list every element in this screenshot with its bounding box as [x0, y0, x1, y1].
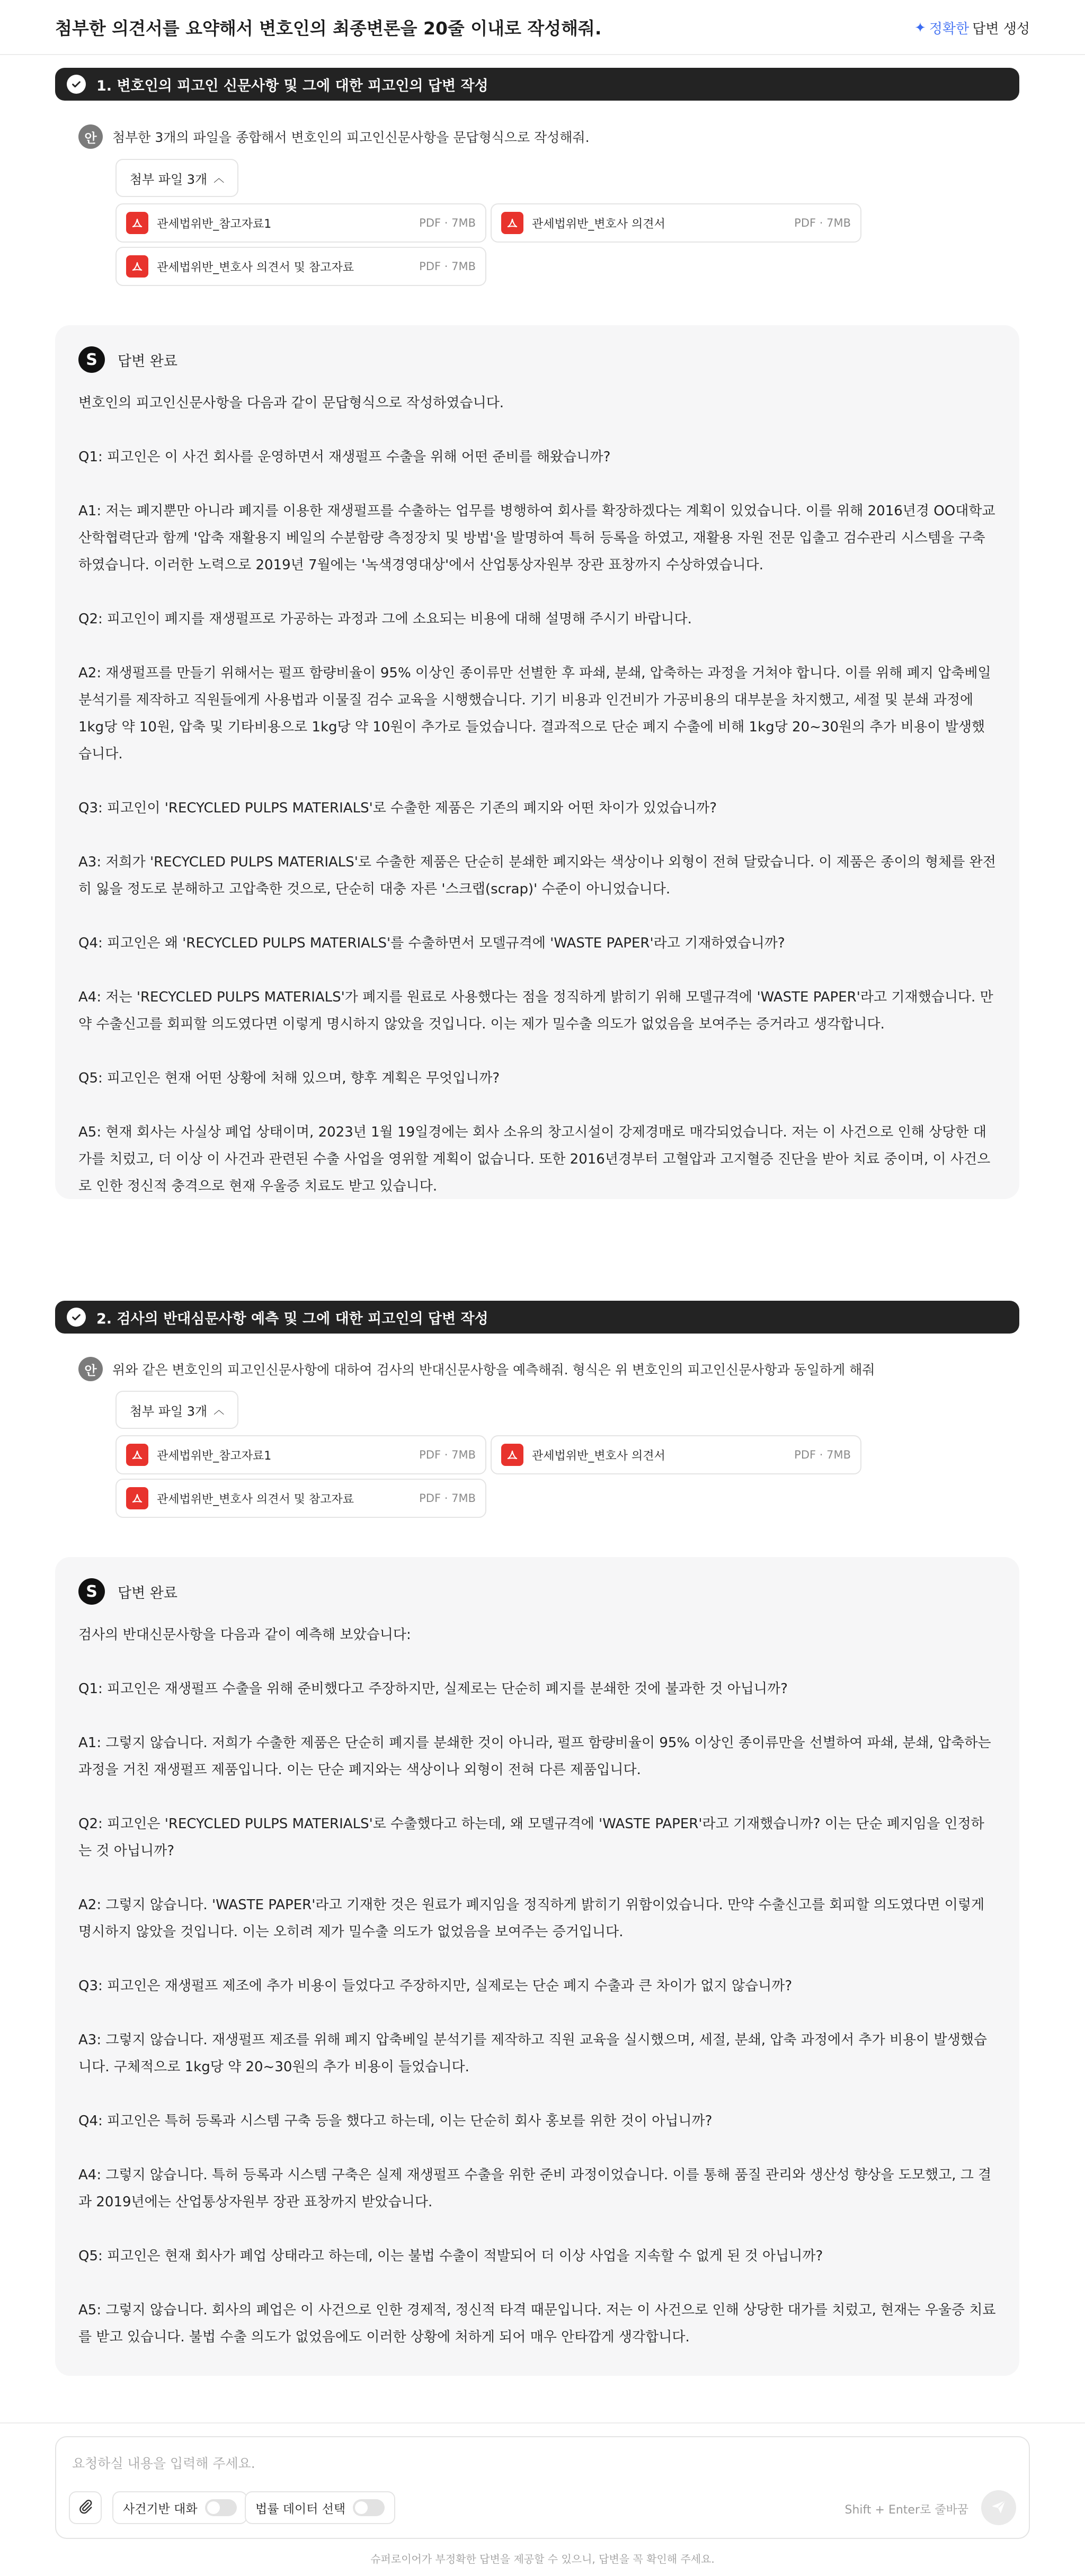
file-name: 관세법위반_참고자료1 [157, 217, 272, 231]
answer-paragraph: Q3: 피고인이 'RECYCLED PULPS MATERIALS'로 수출한 제품은 기존의 폐지와 어떤 차이가 있었습니까? [78, 800, 717, 816]
answer-body [78, 1622, 996, 2351]
answer-body [78, 390, 996, 1200]
legal-data-label: 법률 데이터 선택 [255, 2502, 346, 2516]
answer-header [78, 346, 177, 373]
legal-data-switch[interactable] [353, 2499, 385, 2516]
answer-paragraph: Q4: 피고인은 왜 'RECYCLED PULPS MATERIALS'를 수출하면서 모델규격에 'WASTE PAPER'라고 기재하였습니까? [78, 935, 785, 951]
section-header-1 [55, 68, 1019, 101]
section-title: 2. 검사의 반대심문사항 예측 및 그에 대한 피고인의 답변 작성 [96, 1310, 488, 1327]
check-circle-icon [67, 1308, 86, 1327]
answer-status: 답변 완료 [118, 353, 177, 370]
file-meta: PDF · 7MB [419, 1448, 476, 1461]
user-message [78, 1357, 875, 1381]
attachment-file[interactable] [115, 247, 486, 286]
user-avatar: 안 [78, 124, 103, 149]
file-meta: PDF · 7MB [794, 1448, 851, 1461]
answer-paragraph: Q4: 피고인은 특허 등록과 시스템 구축 등을 했다고 하는데, 이는 단순히 회사 홍보를 위한 것이 아닙니까? [78, 2113, 713, 2129]
send-icon [991, 2499, 1007, 2517]
case-chat-switch[interactable] [205, 2499, 237, 2516]
answer-card [55, 325, 1019, 1199]
answer-paragraph: A2: 재생펄프를 만들기 위해서는 펄프 함량비율이 95% 이상인 종이류만 선별한 후 파쇄, 분쇄, 압축하는 과정을 거쳐야 합니다. 이를 위해 폐지 압축베일 분석기를 제작하고 직원들에게 사용법과 이물질 검수 교육을 시행했습니다. 기기 비용과 인건비가 가공비용의 대부분을 차지했고, 세절 및 분쇄 과정에 1kg당 약 10원, 압축 및 기타비용으로 1kg당 약 10원이 추가로 들었습니다. 결과적으로 단순 폐지 수출에 비해 1kg당 20~30원의 추가 비용이 발생했습니다. [78, 665, 991, 762]
pdf-icon [501, 1444, 523, 1466]
pdf-icon [126, 255, 148, 278]
answer-paragraph: A4: 저는 'RECYCLED PULPS MATERIALS'가 폐지를 원료로 사용했다는 점을 정직하게 밝히기 위해 모델규격에 'WASTE PAPER'라고 기재했습니다. 만약 수출신고를 회피할 의도였다면 이렇게 명시하지 않았을 것입니다. 이는 제가 밀수출 의도가 없었음을 보여주는 증거라고 생각합니다. [78, 989, 993, 1032]
file-name: 관세법위반_변호사 의견서 및 참고자료 [157, 1492, 354, 1506]
pdf-icon [501, 212, 523, 234]
chevron-up-icon: ︿ [214, 1403, 225, 1416]
pdf-icon [126, 1487, 148, 1509]
attachment-file[interactable] [115, 1435, 486, 1474]
user-prompt: 위와 같은 변호인의 피고인신문사항에 대하여 검사의 반대신문사항을 예측해줘. 형식은 위 변호인의 피고인신문사항과 동일하게 해줘 [112, 1362, 875, 1378]
attachment-file[interactable] [491, 203, 861, 243]
send-button[interactable] [981, 2490, 1016, 2525]
attachments-toggle[interactable] [115, 1391, 238, 1429]
section-header-2 [55, 1301, 1019, 1334]
attachments-label: 첨부 파일 3개 [129, 172, 208, 187]
user-prompt: 첨부한 3개의 파일을 종합해서 변호인의 피고인신문사항을 문답형식으로 작성해줘. [112, 130, 590, 145]
answer-status: 답변 완료 [118, 1585, 177, 1602]
answer-paragraph: Q2: 피고인이 폐지를 재생펄프로 가공하는 과정과 그에 소요되는 비용에 대해 설명해 주시기 바랍니다. [78, 611, 692, 627]
message-composer[interactable] [55, 2436, 1030, 2539]
composer-input[interactable]: 요청하실 내용을 입력해 주세요. [72, 2456, 255, 2471]
attachment-file[interactable] [115, 1479, 486, 1518]
composer-divider [0, 2422, 1085, 2423]
answer-paragraph: A1: 저는 폐지뿐만 아니라 폐지를 이용한 재생펄프를 수출하는 업무를 병행하여 회사를 확장하겠다는 계획이 있었습니다. 이를 위해 2016년경 OO대학교 산학협력단과 함께 '압축 재활용지 베일의 수분함량 측정장치 및 방법'을 발명하여 특허 등록을 하였고, 재활용 자원 전문 입출고 검수관리 시스템을 구축하였습니다. 이러한 노력으로 2019년 7월에는 '녹색경영대상'에서 산업통상자원부 장관 표창까지 수상하였습니다. [78, 503, 995, 573]
answer-mode-accent: 정확한 [929, 21, 970, 37]
answer-paragraph: Q1: 피고인은 이 사건 회사를 운영하면서 재생펄프 수출을 위해 어떤 준비를 해왔습니까? [78, 449, 611, 465]
user-message [78, 124, 590, 149]
answer-paragraph: A3: 저희가 'RECYCLED PULPS MATERIALS'로 수출한 제품은 단순히 분쇄한 폐지와는 색상이나 외형이 전혀 달랐습니다. 이 제품은 종이의 형체를 완전히 잃을 정도로 분해하고 고압축한 것으로, 단순히 대충 자른 '스크랩(scrap)' 수준이 아니었습니다. [78, 854, 996, 897]
user-avatar: 안 [78, 1357, 103, 1381]
answer-paragraph: Q5: 피고인은 현재 어떤 상황에 처해 있으며, 향후 계획은 무엇입니까? [78, 1070, 500, 1086]
file-meta: PDF · 7MB [419, 260, 476, 273]
answer-paragraph: A5: 현재 회사는 사실상 폐업 상태이며, 2023년 1월 19일경에는 회사 소유의 창고시설이 강제경매로 매각되었습니다. 저는 이 사건으로 인해 상당한 대가를 치렀고, 더 이상 이 사건과 관련된 수출 사업을 영위할 계획이 없습니다. 또한 2016년경부터 고혈압과 고지혈증 진단을 받아 치료 중이며, 이 사건으로 인한 정신적 충격으로 현재 우울증 치료도 받고 있습니다. [78, 1124, 991, 1194]
answer-mode-button[interactable] [914, 18, 1030, 38]
case-chat-toggle[interactable] [112, 2491, 247, 2524]
answer-mode-label: 답변 생성 [972, 21, 1030, 37]
answer-paragraph: Q5: 피고인은 현재 회사가 폐업 상태라고 하는데, 이는 불법 수출이 적발되어 더 이상 사업을 지속할 수 없게 된 것 아닙니까? [78, 2248, 823, 2264]
attachments-label: 첨부 파일 3개 [129, 1403, 208, 1419]
answer-paragraph: A2: 그렇지 않습니다. 'WASTE PAPER'라고 기재한 것은 원료가 폐지임을 정직하게 밝히기 위함이었습니다. 만약 수출신고를 회피할 의도였다면 이렇게 명시하지 않았을 것입니다. 이는 오히려 제가 밀수출 의도가 없었음을 보여주는 증거입니다. [78, 1897, 985, 1940]
attachment-file[interactable] [491, 1435, 861, 1474]
assistant-logo-icon: S [78, 346, 105, 373]
answer-paragraph: 검사의 반대신문사항을 다음과 같이 예측해 보았습니다: [78, 1627, 411, 1643]
send-hint: Shift + Enter로 줄바꿈 [844, 2503, 968, 2517]
pdf-icon [126, 212, 148, 234]
chevron-up-icon: ︿ [214, 171, 225, 184]
file-meta: PDF · 7MB [794, 217, 851, 229]
conversation-title: 첨부한 의견서를 요약해서 변호인의 최종변론을 20줄 이내로 작성해줘. [55, 18, 602, 39]
answer-paragraph: A3: 그렇지 않습니다. 재생펄프 제조를 위해 폐지 압축베일 분석기를 제작하고 직원 교육을 실시했으며, 세절, 분쇄, 압축 과정에서 추가 비용이 발생했습니다. 구체적으로 1kg당 약 20~30원의 추가 비용이 들었습니다. [78, 2032, 988, 2075]
attachments-toggle[interactable] [115, 159, 238, 197]
file-name: 관세법위반_변호사 의견서 [532, 217, 665, 231]
conversation-header [0, 0, 1085, 55]
answer-header [78, 1578, 177, 1605]
answer-paragraph: A1: 그렇지 않습니다. 저희가 수출한 제품은 단순히 폐지를 분쇄한 것이 아니라, 펄프 함량비율이 95% 이상인 종이류만을 선별하여 파쇄, 분쇄, 압축하는 과정을 거친 재생펄프 제품입니다. 이는 단순 폐지와는 색상이나 외형이 전혀 다른 제품입니다. [78, 1735, 991, 1778]
answer-paragraph: Q1: 피고인은 재생펄프 수출을 위해 준비했다고 주장하지만, 실제로는 단순히 폐지를 분쇄한 것에 불과한 것 아닙니까? [78, 1681, 788, 1697]
file-meta: PDF · 7MB [419, 1492, 476, 1505]
answer-paragraph: 변호인의 피고인신문사항을 다음과 같이 문답형식으로 작성하였습니다. [78, 395, 504, 411]
check-circle-icon [67, 75, 86, 94]
answer-paragraph: Q3: 피고인은 재생펄프 제조에 추가 비용이 들었다고 주장하지만, 실제로는 단순 폐지 수출과 큰 차이가 없지 않습니까? [78, 1978, 793, 1994]
file-name: 관세법위반_변호사 의견서 및 참고자료 [157, 261, 354, 274]
pdf-icon [126, 1444, 148, 1466]
paperclip-icon [77, 2499, 93, 2517]
answer-paragraph: Q2: 피고인은 'RECYCLED PULPS MATERIALS'로 수출했다고 하는데, 왜 모델규격에 'WASTE PAPER'라고 기재했습니까? 이는 단순 폐지임을 인정하는 것 아닙니까? [78, 1816, 984, 1859]
section-title: 1. 변호인의 피고인 신문사항 및 그에 대한 피고인의 답변 작성 [96, 77, 488, 94]
legal-data-toggle[interactable] [245, 2491, 395, 2524]
answer-paragraph: A4: 그렇지 않습니다. 특허 등록과 시스템 구축은 실제 재생펄프 수출을 위한 준비 과정이었습니다. 이를 통해 품질 관리와 생산성 향상을 도모했고, 그 결과 2019년에는 산업통상자원부 장관 표창까지 받았습니다. [78, 2167, 992, 2210]
assistant-logo-icon: S [78, 1578, 105, 1605]
file-name: 관세법위반_참고자료1 [157, 1449, 272, 1463]
case-chat-label: 사건기반 대화 [123, 2502, 198, 2516]
attach-file-button[interactable] [69, 2491, 102, 2524]
attachment-file[interactable] [115, 203, 486, 243]
disclaimer: 슈퍼로이어가 부정확한 답변을 제공할 수 있으니, 답변을 꼭 확인해 주세요. [370, 2553, 715, 2565]
answer-card [55, 1557, 1019, 2376]
answer-paragraph: A5: 그렇지 않습니다. 회사의 폐업은 이 사건으로 인한 경제적, 정신적 타격 때문입니다. 저는 이 사건으로 인해 상당한 대가를 치렀고, 현재는 우울증 치료를 받고 있습니다. 불법 수출 의도가 없었음에도 이러한 상황에 처하게 되어 매우 안타깝게 생각합니다. [78, 2302, 996, 2345]
file-meta: PDF · 7MB [419, 217, 476, 229]
file-name: 관세법위반_변호사 의견서 [532, 1449, 665, 1463]
sparkle-icon: ✦ [914, 20, 926, 36]
